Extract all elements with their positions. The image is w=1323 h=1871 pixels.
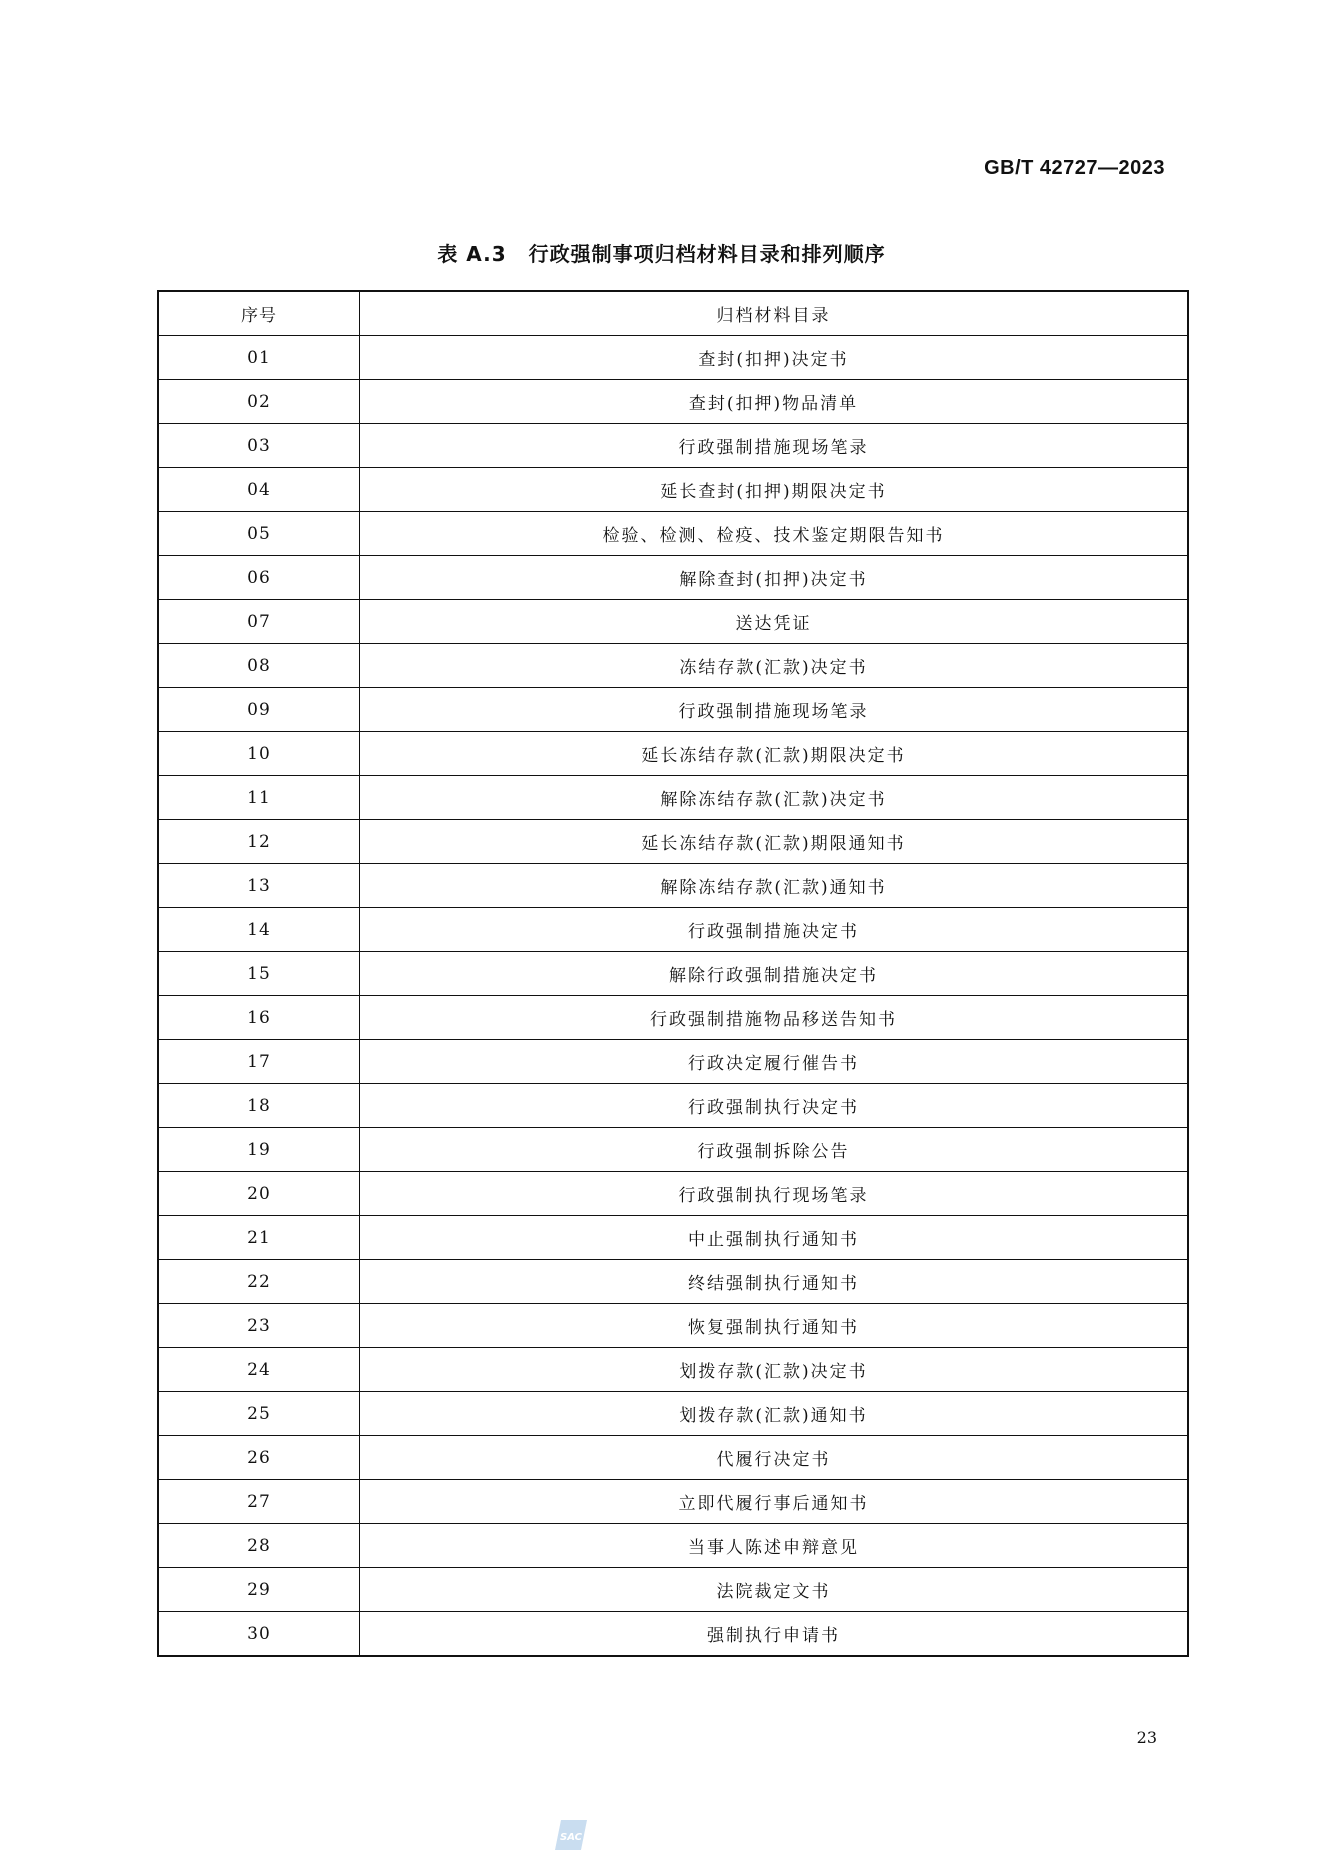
serial-cell: 21 <box>158 1216 360 1260</box>
catalog-item-cell: 行政强制措施现场笔录 <box>360 424 1189 468</box>
serial-cell: 04 <box>158 468 360 512</box>
table-row <box>158 1084 1188 1128</box>
column-header-serial: 序号 <box>158 291 360 336</box>
table-body <box>158 336 1188 1657</box>
table-row <box>158 820 1188 864</box>
serial-cell: 08 <box>158 644 360 688</box>
catalog-item-cell: 送达凭证 <box>360 600 1189 644</box>
catalog-item-cell: 解除查封(扣押)决定书 <box>360 556 1189 600</box>
sac-logo <box>553 1818 589 1852</box>
table-row <box>158 512 1188 556</box>
serial-cell: 06 <box>158 556 360 600</box>
table-row <box>158 600 1188 644</box>
catalog-item-cell: 划拨存款(汇款)通知书 <box>360 1392 1189 1436</box>
table-row <box>158 336 1188 380</box>
table-row <box>158 380 1188 424</box>
serial-cell: 30 <box>158 1612 360 1657</box>
table-title: 行政强制事项归档材料目录和排列顺序 <box>528 242 886 266</box>
serial-cell: 03 <box>158 424 360 468</box>
table-row <box>158 864 1188 908</box>
catalog-item-cell: 延长冻结存款(汇款)期限通知书 <box>360 820 1189 864</box>
catalog-item-cell: 延长冻结存款(汇款)期限决定书 <box>360 732 1189 776</box>
serial-cell: 07 <box>158 600 360 644</box>
catalog-item-cell: 强制执行申请书 <box>360 1612 1189 1657</box>
catalog-item-cell: 查封(扣押)物品清单 <box>360 380 1189 424</box>
catalog-item-cell: 解除行政强制措施决定书 <box>360 952 1189 996</box>
table-row <box>158 424 1188 468</box>
table-row <box>158 1128 1188 1172</box>
table-row <box>158 1348 1188 1392</box>
catalog-item-cell: 查封(扣押)决定书 <box>360 336 1189 380</box>
catalog-item-cell: 法院裁定文书 <box>360 1568 1189 1612</box>
table-row <box>158 996 1188 1040</box>
serial-cell: 18 <box>158 1084 360 1128</box>
serial-cell: 16 <box>158 996 360 1040</box>
catalog-item-cell: 检验、检测、检疫、技术鉴定期限告知书 <box>360 512 1189 556</box>
table-row <box>158 644 1188 688</box>
serial-cell: 13 <box>158 864 360 908</box>
serial-cell: 22 <box>158 1260 360 1304</box>
serial-cell: 14 <box>158 908 360 952</box>
catalog-item-cell: 行政强制措施决定书 <box>360 908 1189 952</box>
page-number: 23 <box>1136 1728 1157 1747</box>
table-row <box>158 952 1188 996</box>
table-row <box>158 1040 1188 1084</box>
table-row <box>158 1260 1188 1304</box>
catalog-item-cell: 解除冻结存款(汇款)通知书 <box>360 864 1189 908</box>
catalog-item-cell: 解除冻结存款(汇款)决定书 <box>360 776 1189 820</box>
catalog-item-cell: 行政强制执行现场笔录 <box>360 1172 1189 1216</box>
catalog-item-cell: 中止强制执行通知书 <box>360 1216 1189 1260</box>
catalog-item-cell: 行政强制拆除公告 <box>360 1128 1189 1172</box>
catalog-item-cell: 恢复强制执行通知书 <box>360 1304 1189 1348</box>
table-number: 表 A.3 <box>437 242 507 266</box>
catalog-item-cell: 行政强制措施现场笔录 <box>360 688 1189 732</box>
table-row <box>158 1436 1188 1480</box>
sac-logo-text: SAC <box>560 1832 582 1843</box>
serial-cell: 10 <box>158 732 360 776</box>
serial-cell: 09 <box>158 688 360 732</box>
standard-code: GB/T 42727—2023 <box>984 157 1165 179</box>
catalog-item-cell: 终结强制执行通知书 <box>360 1260 1189 1304</box>
catalog-item-cell: 当事人陈述申辩意见 <box>360 1524 1189 1568</box>
serial-cell: 12 <box>158 820 360 864</box>
table-row <box>158 556 1188 600</box>
serial-cell: 20 <box>158 1172 360 1216</box>
catalog-item-cell: 行政决定履行催告书 <box>360 1040 1189 1084</box>
serial-cell: 19 <box>158 1128 360 1172</box>
catalog-item-cell: 立即代履行事后通知书 <box>360 1480 1189 1524</box>
serial-cell: 28 <box>158 1524 360 1568</box>
catalog-item-cell: 代履行决定书 <box>360 1436 1189 1480</box>
column-header-catalog: 归档材料目录 <box>360 291 1189 336</box>
table-row <box>158 1524 1188 1568</box>
catalog-item-cell: 行政强制执行决定书 <box>360 1084 1189 1128</box>
catalog-item-cell: 延长查封(扣押)期限决定书 <box>360 468 1189 512</box>
table-row <box>158 908 1188 952</box>
table-row <box>158 732 1188 776</box>
serial-cell: 02 <box>158 380 360 424</box>
catalog-table <box>157 290 1189 1657</box>
table-row <box>158 776 1188 820</box>
serial-cell: 11 <box>158 776 360 820</box>
serial-cell: 15 <box>158 952 360 996</box>
serial-cell: 29 <box>158 1568 360 1612</box>
serial-cell: 26 <box>158 1436 360 1480</box>
table-row <box>158 688 1188 732</box>
table-row <box>158 1392 1188 1436</box>
catalog-item-cell: 行政强制措施物品移送告知书 <box>360 996 1189 1040</box>
table-caption <box>0 238 1323 267</box>
serial-cell: 01 <box>158 336 360 380</box>
serial-cell: 05 <box>158 512 360 556</box>
table-header-row <box>158 291 1188 336</box>
catalog-item-cell: 划拨存款(汇款)决定书 <box>360 1348 1189 1392</box>
table-row <box>158 1568 1188 1612</box>
serial-cell: 25 <box>158 1392 360 1436</box>
table-row <box>158 1216 1188 1260</box>
table-row <box>158 468 1188 512</box>
catalog-item-cell: 冻结存款(汇款)决定书 <box>360 644 1189 688</box>
serial-cell: 24 <box>158 1348 360 1392</box>
table-row <box>158 1304 1188 1348</box>
table-row <box>158 1172 1188 1216</box>
serial-cell: 27 <box>158 1480 360 1524</box>
serial-cell: 23 <box>158 1304 360 1348</box>
table-row <box>158 1612 1188 1657</box>
table-row <box>158 1480 1188 1524</box>
serial-cell: 17 <box>158 1040 360 1084</box>
